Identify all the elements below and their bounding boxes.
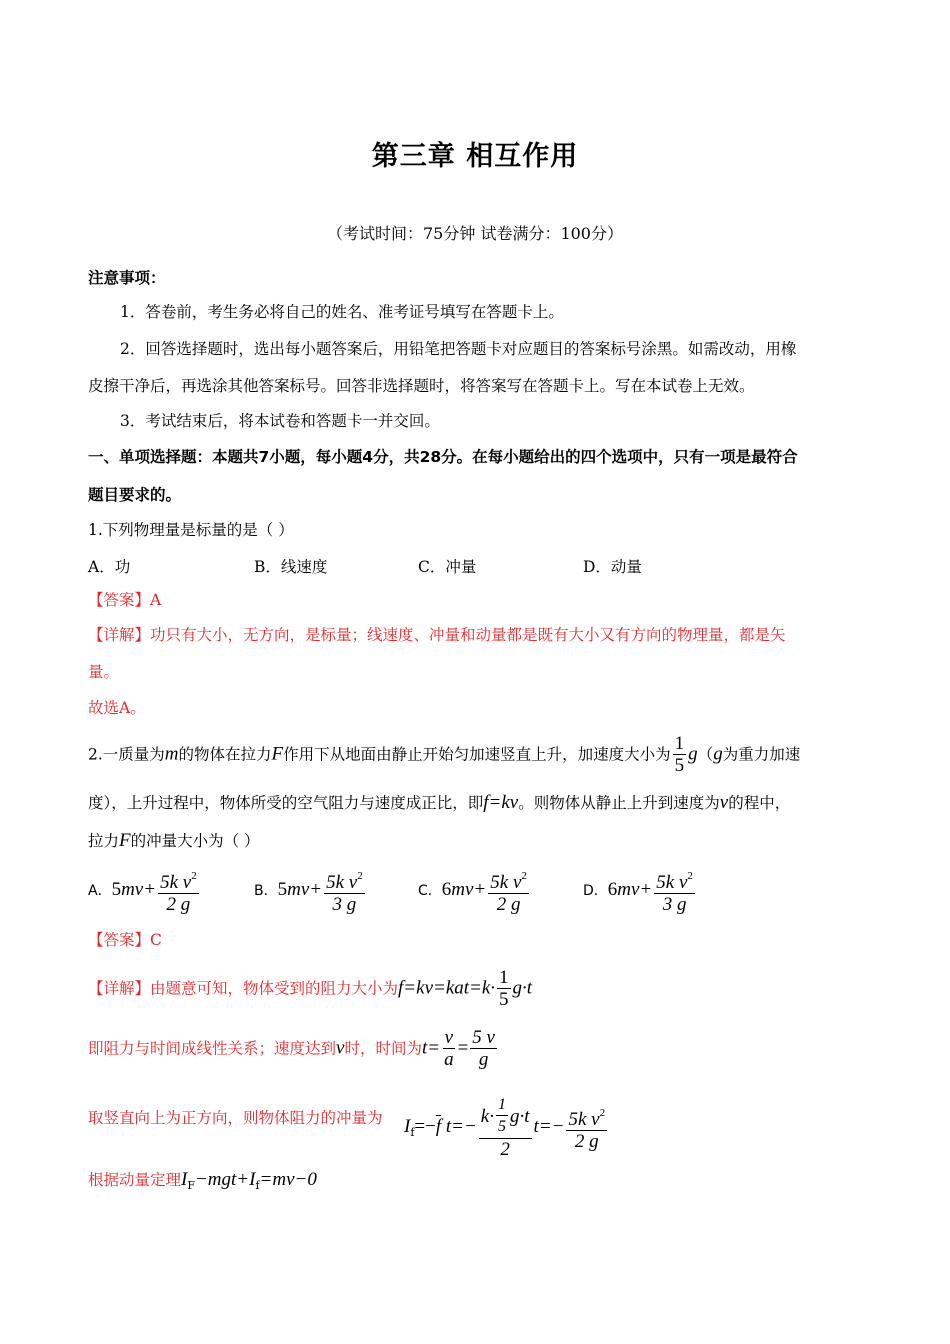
notice-item-3: 3．考试结束后，将本试卷和答题卡一并交回。 bbox=[120, 412, 440, 430]
q2-detail-line-2 bbox=[88, 1028, 499, 1071]
q2-stem-line-2 bbox=[88, 793, 790, 813]
q2-text: 由题意可知，物体受到的阻力大小为 bbox=[150, 979, 399, 998]
option-label: D． bbox=[583, 883, 608, 899]
frac-sup: 2 bbox=[521, 870, 527, 882]
impulse-final-fraction bbox=[566, 1103, 607, 1153]
q2-text: 根据动量定理 bbox=[88, 1171, 182, 1189]
frac-den: 2 bbox=[500, 1139, 510, 1160]
frac-den: a bbox=[444, 1049, 454, 1070]
q2-text: 为重力加速 bbox=[722, 745, 801, 764]
q2-answer-text: 【答案】C bbox=[88, 931, 162, 949]
exam-info: （考试时间：75分钟 试卷满分：100分） bbox=[327, 224, 623, 243]
q2-force-symbol: F bbox=[119, 830, 131, 851]
q2-text: 的物体在拉力 bbox=[178, 745, 272, 764]
q2-force-symbol: F bbox=[271, 743, 284, 765]
frac-den: 5 bbox=[499, 989, 509, 1010]
frac-sup: 2 bbox=[191, 870, 197, 882]
q2-text: 的冲量大小为（ ） bbox=[130, 832, 260, 850]
q2-text: 拉力 bbox=[88, 832, 120, 850]
momentum-sub-F: F bbox=[187, 1179, 195, 1192]
impulse-t2: t=− bbox=[533, 1116, 565, 1137]
frac-den: 5 bbox=[497, 1118, 506, 1135]
frac-num: v bbox=[444, 1027, 454, 1048]
q2-stem-line-1 bbox=[88, 734, 800, 777]
impulse-eq: =− bbox=[414, 1116, 436, 1137]
q2-text: （ bbox=[697, 745, 714, 764]
frac-num: 5 v bbox=[472, 1027, 495, 1048]
frac-sup: 2 bbox=[357, 870, 363, 882]
q2-impulse-expression bbox=[404, 1095, 609, 1161]
momentum-mid: −mgt+ bbox=[194, 1169, 250, 1190]
frac-den: 3 g bbox=[662, 894, 687, 915]
frac-den: 2 g bbox=[166, 894, 191, 915]
q1-detail-tag: 【详解】 bbox=[88, 626, 151, 644]
impulse-t: t=− bbox=[441, 1116, 477, 1137]
q1-option-c: C．冲量 bbox=[418, 558, 477, 576]
q1-option-a: A．功 bbox=[88, 558, 131, 576]
q2-v-symbol: v bbox=[336, 1037, 345, 1059]
option-fraction bbox=[158, 866, 199, 916]
impulse-big-fraction bbox=[479, 1095, 532, 1161]
q1-detail-line-1 bbox=[88, 625, 786, 645]
option-fraction bbox=[324, 866, 365, 916]
q2-fraction-5v-g bbox=[470, 1028, 497, 1071]
frac-num: 5k v bbox=[490, 872, 522, 893]
notice-item-2-line-1: 2．回答选择题时，选出每小题答案后，用铅笔把答题卡对应题目的答案标号涂黑。如需改动，用橡 bbox=[120, 340, 797, 358]
q2-v-symbol: v bbox=[719, 792, 729, 813]
frac-num: 1 bbox=[674, 733, 685, 754]
frac-num: 5k v bbox=[160, 872, 192, 893]
q2-text: 的程中， bbox=[728, 794, 791, 812]
q2-mass-symbol: m bbox=[164, 743, 179, 765]
frac-sup: 2 bbox=[687, 870, 693, 882]
q2-detail-line-3-text: 取竖直向上为正方向，则物体阻力的冲量为 bbox=[88, 1109, 383, 1127]
q2-option-c bbox=[418, 866, 531, 916]
notice-item-1: 1．答卷前，考生务必将自己的姓名、准考证号填写在答题卡上。 bbox=[120, 303, 564, 321]
option-mv: mv+ bbox=[617, 879, 653, 900]
frac-den: 2 g bbox=[574, 1131, 599, 1152]
frac-den: 3 g bbox=[332, 894, 357, 915]
impulse-f-bar: $\overline{f}$ bbox=[435, 1116, 442, 1137]
q2-text: 作用下从地面由静止开始匀加速竖直上升，加速度大小为 bbox=[283, 745, 671, 764]
momentum-I: I bbox=[181, 1169, 188, 1190]
q2-stem-line-3 bbox=[88, 831, 260, 851]
q2-eq: = bbox=[457, 1037, 469, 1059]
q2-option-b bbox=[254, 866, 367, 916]
q2-drag-formula: f=kv bbox=[483, 792, 519, 813]
q2-detail-tag: 【详解】 bbox=[88, 979, 151, 998]
q2-t-eq: t= bbox=[421, 1037, 441, 1059]
option-mv: mv+ bbox=[287, 879, 323, 900]
q1-answer: 【答案】A bbox=[88, 591, 162, 609]
q2-detail-line-1 bbox=[88, 968, 532, 1011]
q1-option-d: D．动量 bbox=[583, 558, 642, 576]
option-coef: 5 bbox=[111, 879, 122, 900]
option-label: B． bbox=[254, 883, 278, 899]
q1-option-b: B．线速度 bbox=[254, 558, 328, 576]
option-coef: 6 bbox=[607, 879, 618, 900]
q2-g-symbol: g bbox=[688, 743, 698, 765]
momentum-end: =mv−0 bbox=[259, 1169, 317, 1190]
frac-num-tail: g·t bbox=[509, 1105, 530, 1127]
frac-den: g bbox=[478, 1049, 489, 1070]
option-label: A． bbox=[88, 883, 112, 899]
notice-item-2-line-2: 皮擦干净后，再选涂其他答案标号。回答非选择题时，将答案写在答题卡上。写在本试卷上无效。 bbox=[88, 377, 755, 395]
q2-text: 即阻力与时间成线性关系；速度达到 bbox=[88, 1039, 337, 1058]
option-mv: mv+ bbox=[121, 879, 157, 900]
q2-text: 。则物体从静止上升到速度为 bbox=[518, 794, 720, 812]
q1-detail-text: 功只有大小，无方向，是标量；线速度、冲量和动量都是既有大小又有方向的物理量，都是矢 bbox=[150, 626, 786, 644]
q2-text: 时，时间为 bbox=[344, 1039, 422, 1058]
option-coef: 5 bbox=[277, 879, 288, 900]
frac-sup: 2 bbox=[599, 1107, 606, 1119]
momentum-sub-f: f bbox=[255, 1179, 260, 1192]
q2-option-a bbox=[88, 866, 201, 916]
frac-num: 1 bbox=[496, 1095, 508, 1116]
q1-detail-line-2: 量。 bbox=[88, 663, 120, 681]
option-fraction bbox=[654, 866, 695, 916]
momentum-I2: I bbox=[249, 1169, 256, 1190]
q1-conclusion: 故选A。 bbox=[88, 699, 146, 717]
frac-den: 5 bbox=[674, 755, 685, 776]
q2-g-t: g·t bbox=[512, 977, 533, 999]
q2-detail-line-4 bbox=[88, 1170, 317, 1196]
q2-drag-expression: f=kv=kat=k· bbox=[398, 977, 496, 999]
frac-num: 1 bbox=[499, 967, 509, 988]
frac-num: 5k v bbox=[568, 1109, 600, 1130]
q2-text: 2.一质量为 bbox=[88, 745, 165, 764]
q2-g-symbol: g bbox=[713, 743, 723, 765]
page-title: 第三章 相互作用 bbox=[371, 141, 579, 172]
option-coef: 6 bbox=[441, 879, 452, 900]
frac-num: 5k v bbox=[326, 872, 358, 893]
impulse-sub-f: f bbox=[410, 1126, 415, 1139]
notice-heading: 注意事项： bbox=[88, 269, 166, 287]
q2-option-d bbox=[583, 866, 697, 916]
inner-fraction bbox=[496, 1095, 508, 1138]
q2-text: 度），上升过程中，物体所受的空气阻力与速度成正比，即 bbox=[88, 794, 484, 812]
frac-den: 2 g bbox=[496, 894, 521, 915]
option-fraction bbox=[488, 866, 529, 916]
q2-fraction-one-fifth bbox=[673, 734, 687, 777]
frac-num: 5k v bbox=[656, 872, 688, 893]
impulse-I: I bbox=[404, 1116, 411, 1137]
q2-answer bbox=[88, 930, 162, 950]
frac-num-k: k· bbox=[480, 1105, 494, 1127]
q1-stem: 1.下列物理量是标量的是（ ） bbox=[88, 521, 294, 539]
section-heading-line-2: 题目要求的。 bbox=[88, 486, 182, 504]
option-mv: mv+ bbox=[451, 879, 487, 900]
q2-fraction-one-fifth bbox=[497, 968, 511, 1011]
q2-fraction-v-a bbox=[442, 1028, 456, 1071]
option-label: C． bbox=[418, 883, 442, 899]
section-heading-line-1: 一、单项选择题：本题共7小题，每小题4分，共28分。在每小题给出的四个选项中，只有一项是最符合 bbox=[88, 448, 798, 466]
